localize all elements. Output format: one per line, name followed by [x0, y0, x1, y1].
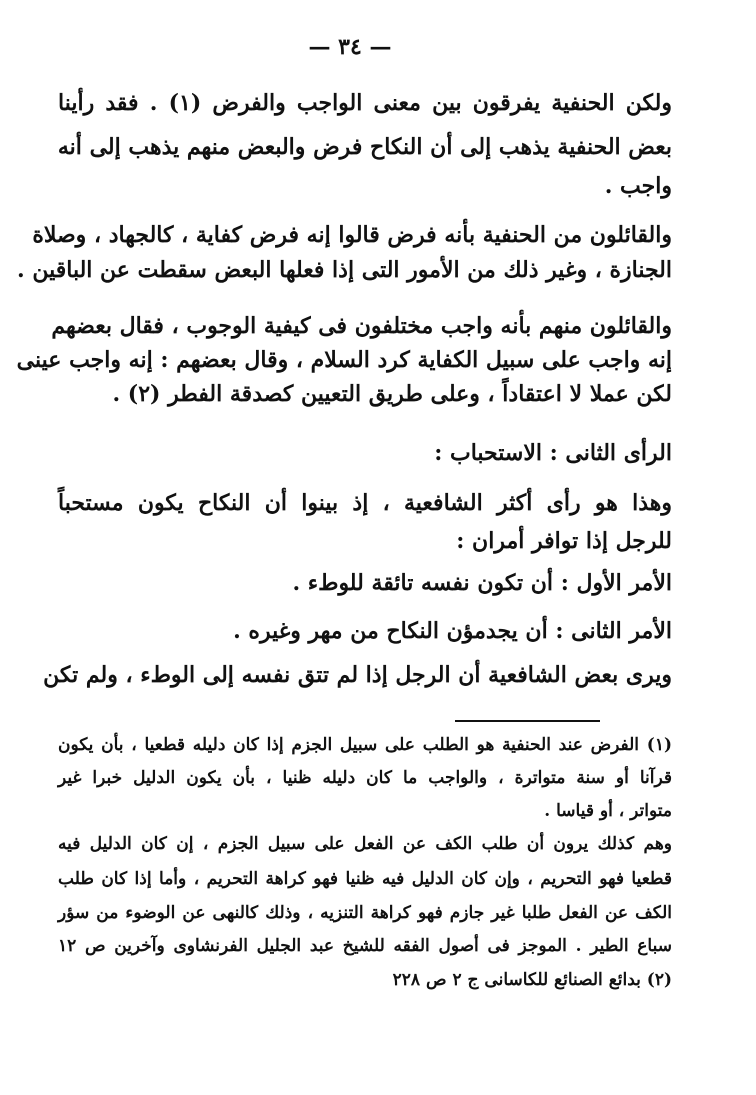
body-line: إنه واجب على سبيل الكفاية كرد السلام ، وقال بعضهم : إنه واجب عينى: [16, 347, 672, 373]
footnote-line: سباع الطير . الموجز فى أصول الفقه للشيخ عبد الجليل الفرنشاوى وآخرين ص ١٢: [58, 936, 672, 956]
section-heading: الرأى الثانى : الاستحباب :: [434, 440, 672, 466]
footnote-line: قطعيا فهو التحريم ، وإن كان الدليل فيه ظنيا فهو كراهة التحريم ، وأما إذا كان طلب: [58, 869, 672, 889]
footnote-line: قرآنا أو سنة متواترة ، والواجب ما كان دليله ظنيا ، بأن يكون الدليل خبرا غير: [58, 768, 672, 788]
body-line: واجب .: [604, 173, 672, 199]
body-line: لكن عملا لا اعتقاداً ، وعلى طريق التعيين كصدقة الفطر (٢) .: [112, 381, 672, 407]
body-line: والقائلون من الحنفية بأنه فرض قالوا إنه فرض كفاية ، كالجهاد ، وصلاة: [32, 222, 672, 248]
body-line: الأمر الثانى : أن يجدمؤن النكاح من مهر وغيره .: [233, 618, 672, 644]
footnote-line: (٢) بدائع الصنائع للكاسانى ج ٢ ص ٢٢٨: [392, 970, 672, 990]
footnote-line: (١) الفرض عند الحنفية هو الطلب على سبيل الجزم إذا كان دليله قطعيا ، بأن يكون: [58, 735, 672, 755]
body-line: بعض الحنفية يذهب إلى أن النكاح فرض والبعض منهم يذهب إلى أنه: [57, 134, 672, 160]
body-line: ولكن الحنفية يفرقون بين معنى الواجب والفرض (١) . فقد رأينا: [58, 90, 672, 116]
body-line: الأمر الأول : أن تكون نفسه تائقة للوطء .: [292, 570, 672, 596]
footnote-line: متواتر ، أو قياسا .: [544, 801, 672, 821]
body-line: وهذا هو رأى أكثر الشافعية ، إذ بينوا أن النكاح يكون مستحباً: [58, 490, 672, 516]
page-number: — ٣٤ —: [308, 34, 392, 60]
body-line: الجنازة ، وغير ذلك من الأمور التى إذا فعلها البعض سقطت عن الباقين .: [17, 257, 672, 283]
body-line: والقائلون منهم بأنه واجب مختلفون فى كيفية الوجوب ، فقال بعضهم: [51, 313, 672, 339]
body-line: ويرى بعض الشافعية أن الرجل إذا لم تتق نفسه إلى الوطء ، ولم تكن: [43, 662, 672, 688]
footnote-divider: [455, 720, 600, 722]
body-line: للرجل إذا توافر أمران :: [456, 528, 672, 554]
footnote-line: الكف عن الفعل طلبا غير جازم فهو كراهة التنزيه ، وذلك كالنهى عن الوضوء من سؤر: [58, 903, 672, 923]
footnote-line: وهم كذلك يرون أن طلب الكف عن الفعل على سبيل الجزم ، إن كان الدليل فيه: [58, 834, 672, 854]
